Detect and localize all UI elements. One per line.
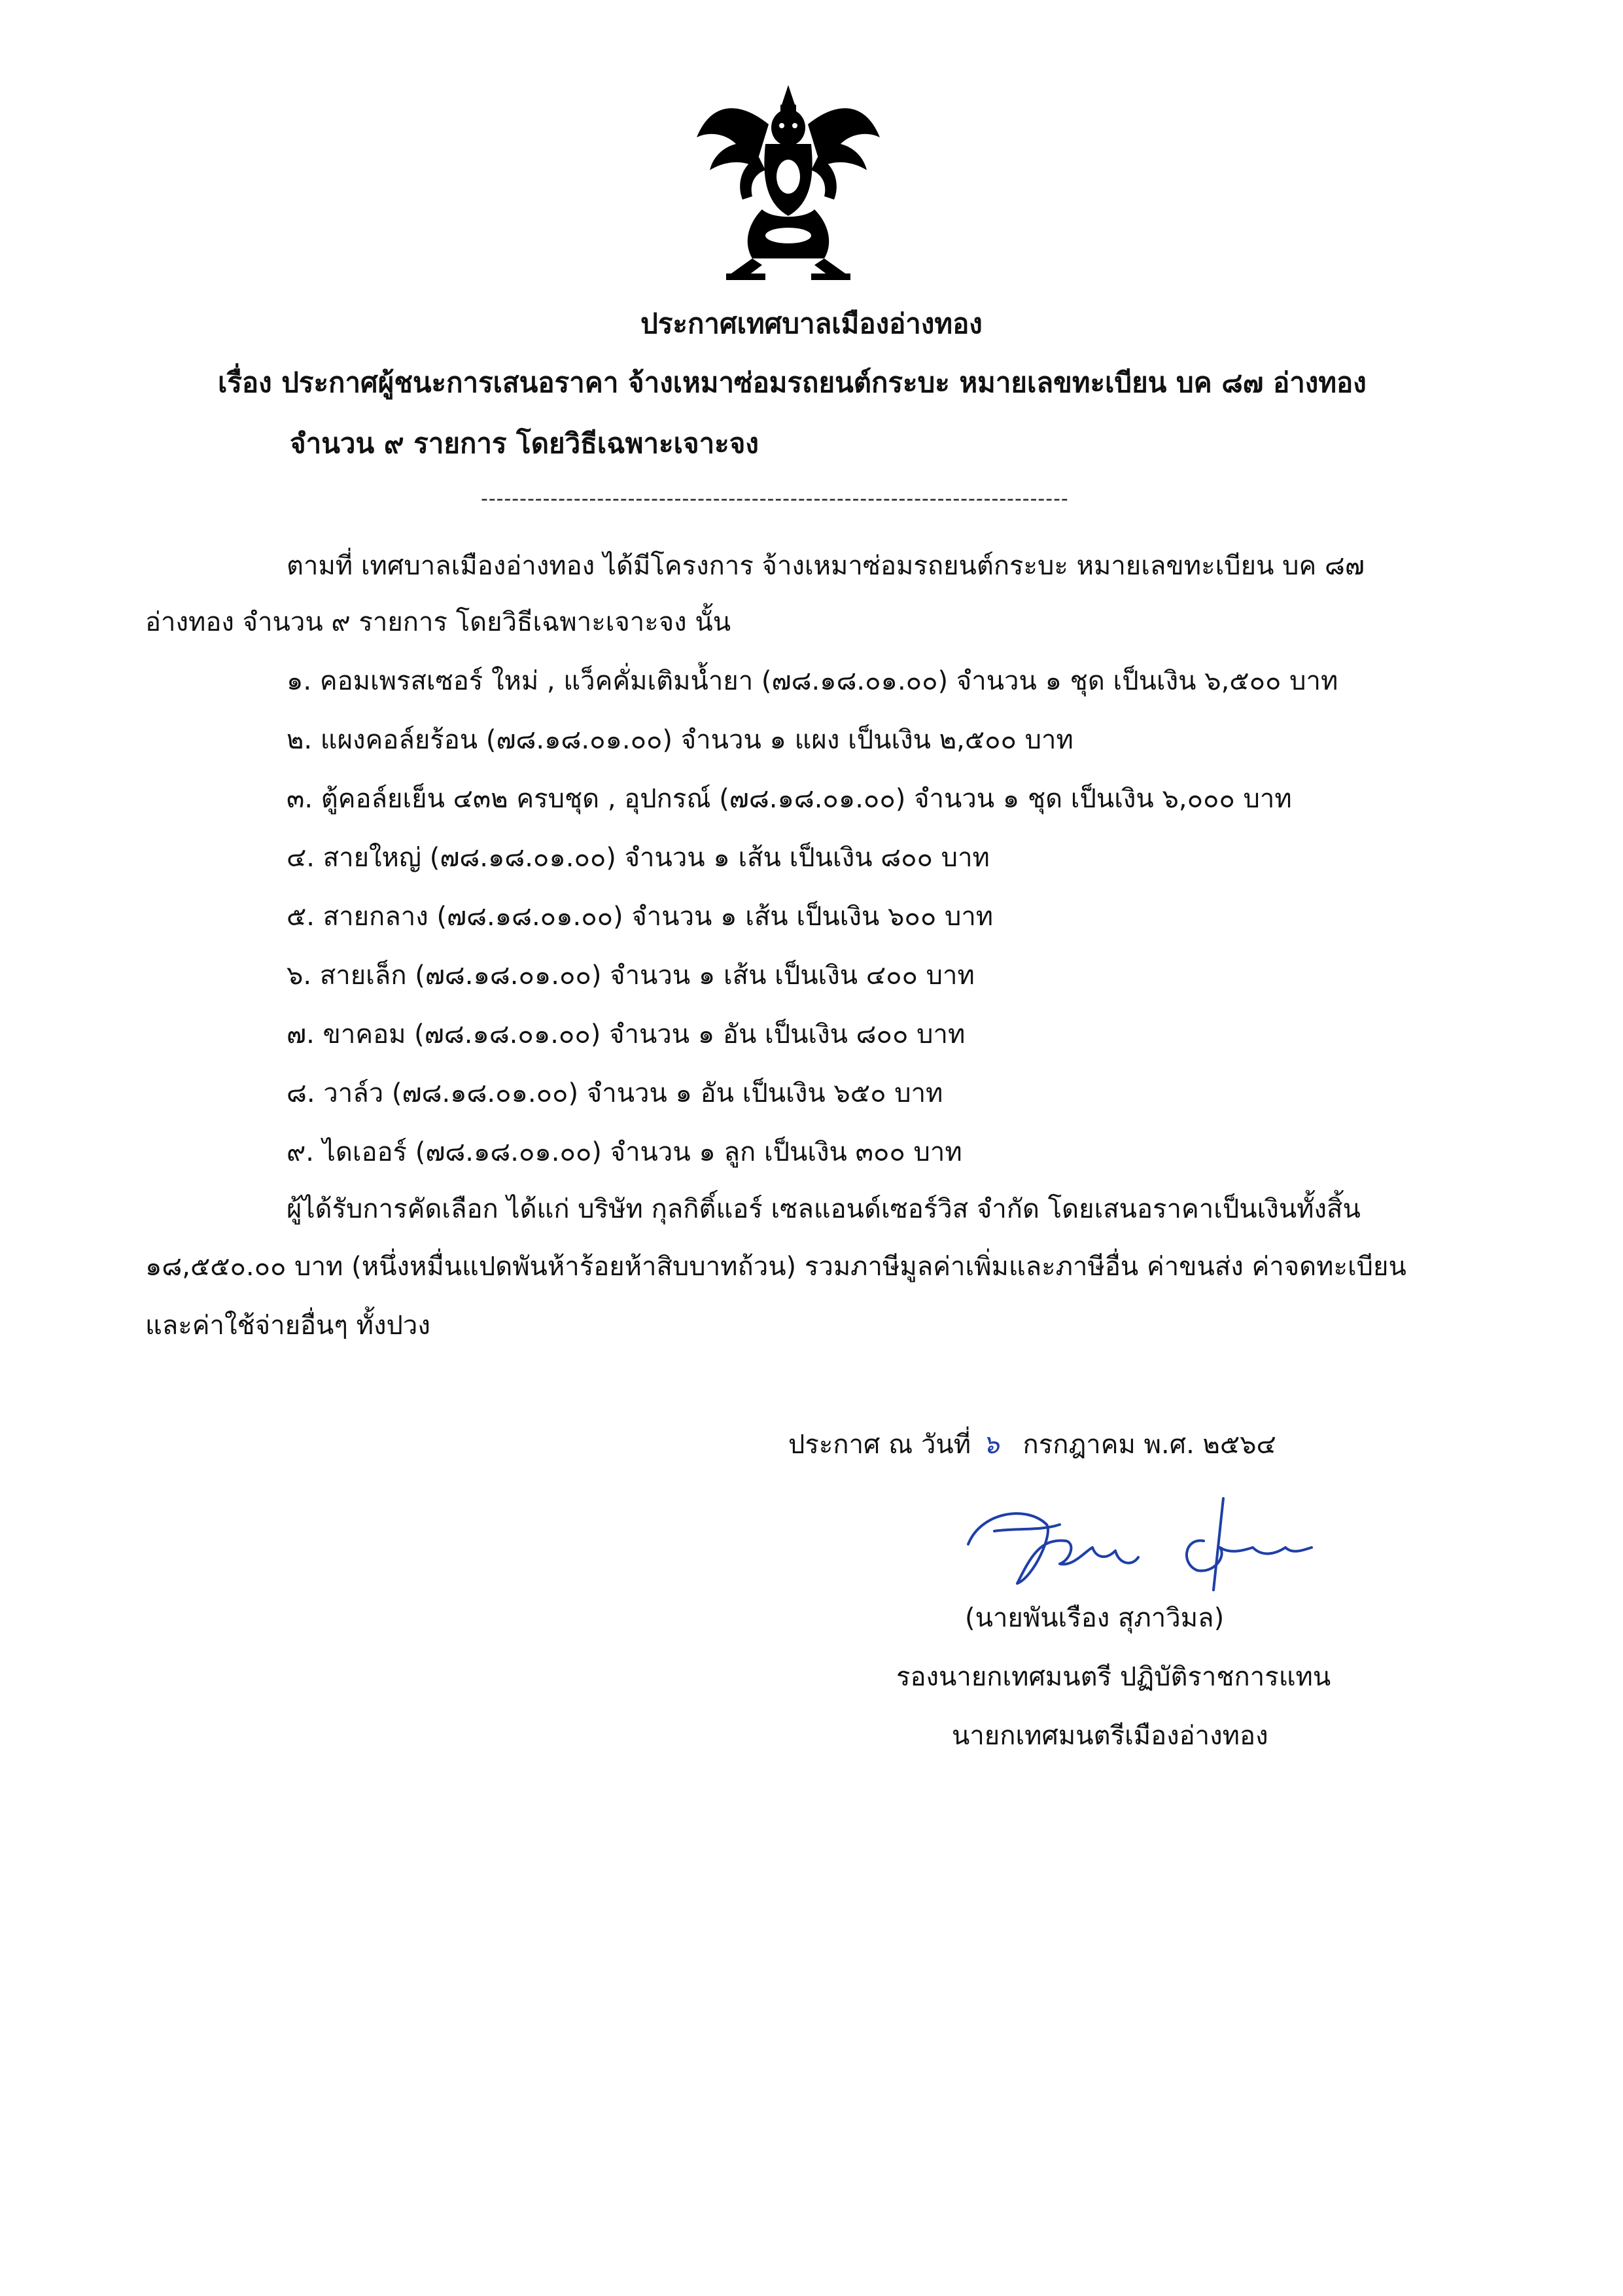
signature-icon [955,1485,1321,1603]
list-item: ๘. วาล์ว (๗๘.๑๘.๐๑.๐๐) จำนวน ๑ อัน เป็นเงิน ๖๕๐ บาท [287,1078,943,1108]
selected-vendor-line-2: ๑๘,๕๕๐.๐๐ บาท (หนึ่งหมื่นแปดพันห้าร้อยห้าสิบบาทถ้วน) รวมภาษีมูลค่าเพิ่มและภาษีอื่น ค่าขนส่ง ค่าจดทะเบียน [145,1252,1406,1282]
intro-line-2: อ่างทอง จำนวน ๙ รายการ โดยวิธีเฉพาะเจาะจง นั้น [145,607,731,637]
list-item: ๑. คอมเพรสเซอร์ ใหม่ , แว็คคั่มเติมน้ำยา (๗๘.๑๘.๐๑.๐๐) จำนวน ๑ ชุด เป็นเงิน ๖,๕๐๐ บาท [287,666,1338,696]
list-item: ๙. ไดเออร์ (๗๘.๑๘.๐๑.๐๐) จำนวน ๑ ลูก เป็นเงิน ๓๐๐ บาท [287,1137,962,1167]
signer-position-line-1: รองนายกเทศมนตรี ปฏิบัติราชการแทน [896,1662,1331,1692]
signer-position-line-2: นายกเทศมนตรีเมืองอ่างทอง [952,1721,1268,1751]
list-item: ๖. สายเล็ก (๗๘.๑๘.๐๑.๐๐) จำนวน ๑ เส้น เป็นเงิน ๔๐๐ บาท [287,961,975,991]
separator-line: ---------------------------------------------------------------------------- [481,487,1069,510]
list-item: ๕. สายกลาง (๗๘.๑๘.๐๑.๐๐) จำนวน ๑ เส้น เป็นเงิน ๖๐๐ บาท [287,902,994,932]
list-item: ๔. สายใหญ่ (๗๘.๑๘.๐๑.๐๐) จำนวน ๑ เส้น เป็นเงิน ๘๐๐ บาท [287,843,990,873]
date-day: ๖ [983,1430,1000,1460]
date-month-year: กรกฎาคม พ.ศ. ๒๕๖๔ [1022,1430,1276,1460]
announcement-date [788,1423,1276,1465]
subject-line-1: เรื่อง ประกาศผู้ชนะการเสนอราคา จ้างเหมาซ่อมรถยนต์กระบะ หมายเลขทะเบียน บค ๘๗ อ่างทอง [218,366,1367,398]
subject-line-2: จำนวน ๙ รายการ โดยวิธีเฉพาะเจาะจง [290,427,759,459]
list-item: ๗. ขาคอม (๗๘.๑๘.๐๑.๐๐) จำนวน ๑ อัน เป็นเงิน ๘๐๐ บาท [287,1019,966,1050]
selected-vendor-line-1: ผู้ได้รับการคัดเลือก ได้แก่ บริษัท กุลกิติ์แอร์ เซลแอนด์เซอร์วิส จำกัด โดยเสนอราคาเป็นเงินทั้งสิ้น [287,1194,1361,1224]
date-prefix: ประกาศ ณ วันที่ [788,1430,971,1460]
list-item: ๒. แผงคอล์ยร้อน (๗๘.๑๘.๐๑.๐๐) จำนวน ๑ แผง เป็นเงิน ๒,๕๐๐ บาท [287,725,1073,755]
intro-line-1: ตามที่ เทศบาลเมืองอ่างทอง ได้มีโครงการ จ้างเหมาซ่อมรถยนต์กระบะ หมายเลขทะเบียน บค ๘๗ [287,551,1365,581]
announcement-title: ประกาศเทศบาลเมืองอ่างทอง [640,308,983,340]
selected-vendor-line-3: และค่าใช้จ่ายอื่นๆ ทั้งปวง [145,1311,430,1341]
list-item: ๓. ตู้คอล์ยเย็น ๔๓๒ ครบชุด , อุปกรณ์ (๗๘.๑๘.๐๑.๐๐) จำนวน ๑ ชุด เป็นเงิน ๖,๐๐๐ บาท [287,784,1292,814]
garuda-emblem-icon [690,79,886,288]
signer-name: (นายพันเรือง สุภาวิมล) [965,1603,1225,1633]
